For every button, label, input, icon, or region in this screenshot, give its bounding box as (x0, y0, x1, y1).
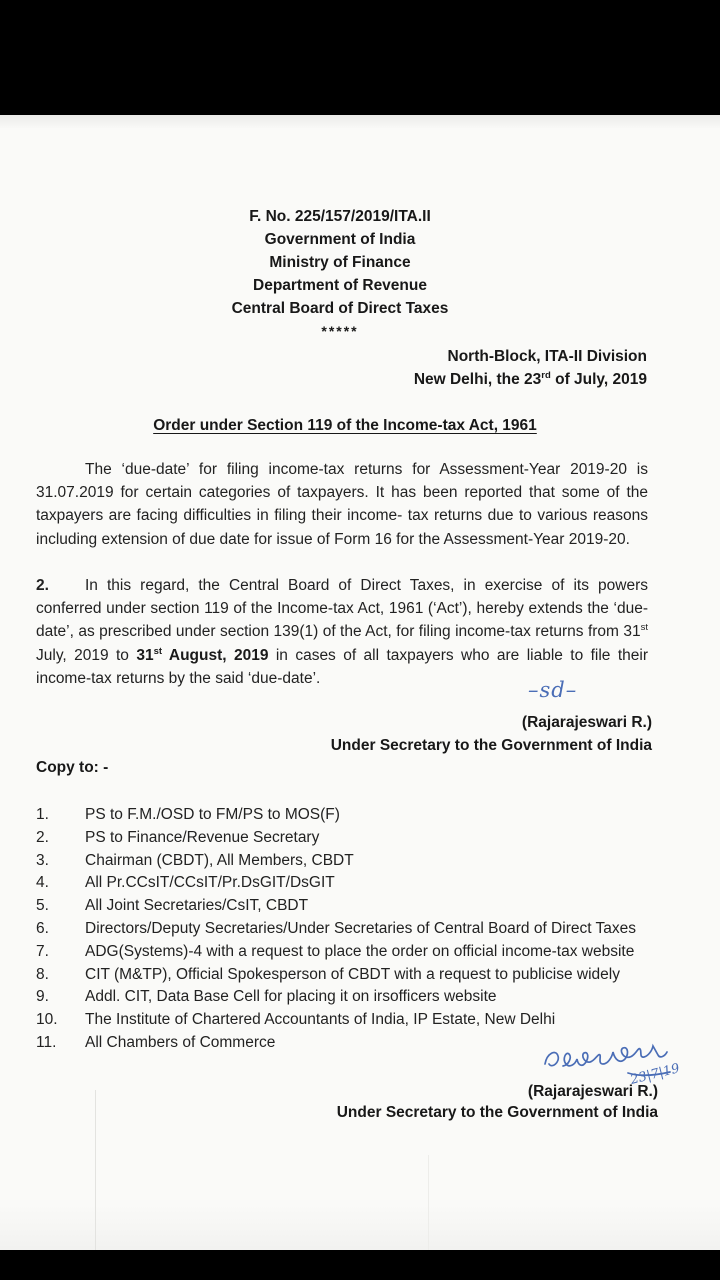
paragraph-2-text-c: in cases of all taxpayers who are liable to file their income-tax returns by the said ‘due-date’. (36, 646, 648, 687)
item-number: 5. (36, 897, 49, 915)
signature-block-1 (331, 711, 652, 757)
list-item (36, 941, 676, 964)
copy-to-label: Copy to: - (36, 759, 109, 776)
extended-date-rest: August, 2019 (162, 646, 269, 664)
list-item (36, 804, 676, 827)
ordinal-sup-july: st (640, 622, 648, 634)
list-item (36, 895, 676, 918)
scanned-document-page (0, 115, 720, 1250)
item-number: 6. (36, 919, 49, 937)
item-text: PS to F.M./OSD to FM/PS to MOS(F) (85, 806, 340, 823)
list-item (36, 872, 676, 895)
list-item (36, 964, 676, 987)
list-item (36, 986, 676, 1009)
signature-date: 23|7|19 (628, 1061, 682, 1088)
scan-fold-artifact (428, 1155, 429, 1250)
item-number: 4. (36, 874, 49, 892)
signatory-name-2: (Rajarajeswari R.) (527, 1083, 658, 1100)
letterhead (0, 205, 680, 343)
item-number: 7. (36, 942, 49, 960)
item-text: Chairman (CBDT), All Members, CBDT (85, 851, 354, 869)
board-line: Central Board of Direct Taxes (231, 300, 449, 317)
list-item (36, 850, 676, 873)
date-ordinal-sup: rd (541, 369, 551, 381)
copy-to-list (36, 804, 676, 1055)
paragraph-2-number: 2. (36, 577, 49, 594)
order-title: Order under Section 119 of the Income-tax Act, 1961 (153, 417, 537, 434)
govt-line: Government of India (264, 231, 416, 248)
list-item (36, 918, 676, 941)
list-item (36, 827, 676, 850)
item-number: 3. (36, 851, 49, 869)
ordinal-sup-august: st (153, 645, 163, 657)
item-text: CIT (M&TP), Official Spokesperson of CBDT with a request to publicise widely (85, 965, 620, 983)
item-number: 10. (36, 1011, 58, 1029)
item-number: 8. (36, 965, 49, 983)
item-number: 11. (36, 1033, 57, 1051)
item-text: All Chambers of Commerce (85, 1033, 276, 1051)
paragraph-2-text-a: In this regard, the Central Board of Direct Taxes, in exercise of its powers conferred under section 119 of the Income-tax Act, 1961 (‘Act’), hereby extends the ‘due-date’, as prescribed under section 139(1) of the Act, for filing income-tax returns from 31 (36, 577, 648, 641)
paragraph-2 (36, 574, 648, 690)
item-text: PS to Finance/Revenue Secretary (85, 828, 320, 846)
signature-block-2 (337, 1081, 658, 1123)
ministry-line: Ministry of Finance (269, 254, 411, 271)
list-item (36, 1009, 676, 1032)
sd-handwritten-mark: –sd– (528, 678, 578, 702)
place-date-line (414, 368, 647, 391)
paragraph-2-text-b: July, 2019 to (36, 646, 137, 664)
date-prefix: New Delhi, the 23 (413, 371, 542, 388)
signatory-name-1: (Rajarajeswari R.) (521, 714, 652, 731)
dateline (414, 345, 647, 391)
scan-fold-artifact (95, 1090, 96, 1250)
signatory-designation-2: Under Secretary to the Government of India (336, 1104, 658, 1121)
item-number: 1. (36, 806, 49, 823)
signatory-designation-1: Under Secretary to the Government of India (330, 737, 652, 754)
paragraph-1: The ‘due-date’ for filing income-tax returns for Assessment-Year 2019-20 is 31.07.2019 for certain categories of taxpayers. It has been reported that some of the taxpayers are facing difficulties in filing their income- tax returns due to various reasons including extension of due date for issue of Form 16 for the Assessment-Year 2019-20. (36, 461, 648, 548)
division-line: North-Block, ITA-II Division (447, 348, 647, 365)
star-separator: ***** (321, 323, 359, 339)
item-text: ADG(Systems)-4 with a request to place the order on official income-tax website (85, 942, 635, 960)
item-text: All Joint Secretaries/CsIT, CBDT (85, 897, 309, 915)
department-line: Department of Revenue (253, 277, 427, 294)
item-number: 9. (36, 988, 49, 1006)
item-text: The Institute of Chartered Accountants of India, IP Estate, New Delhi (85, 1011, 556, 1029)
date-suffix: of July, 2019 (550, 371, 647, 388)
item-number: 2. (36, 828, 49, 846)
item-text: Directors/Deputy Secretaries/Under Secretaries of Central Board of Direct Taxes (85, 919, 637, 937)
item-text: Addl. CIT, Data Base Cell for placing it on irsofficers website (85, 988, 497, 1006)
item-text: All Pr.CCsIT/CCsIT/Pr.DsGIT/DsGIT (85, 874, 335, 892)
extended-date-number: 31 (136, 646, 154, 664)
file-number: F. No. 225/157/2019/ITA.II (249, 208, 431, 225)
